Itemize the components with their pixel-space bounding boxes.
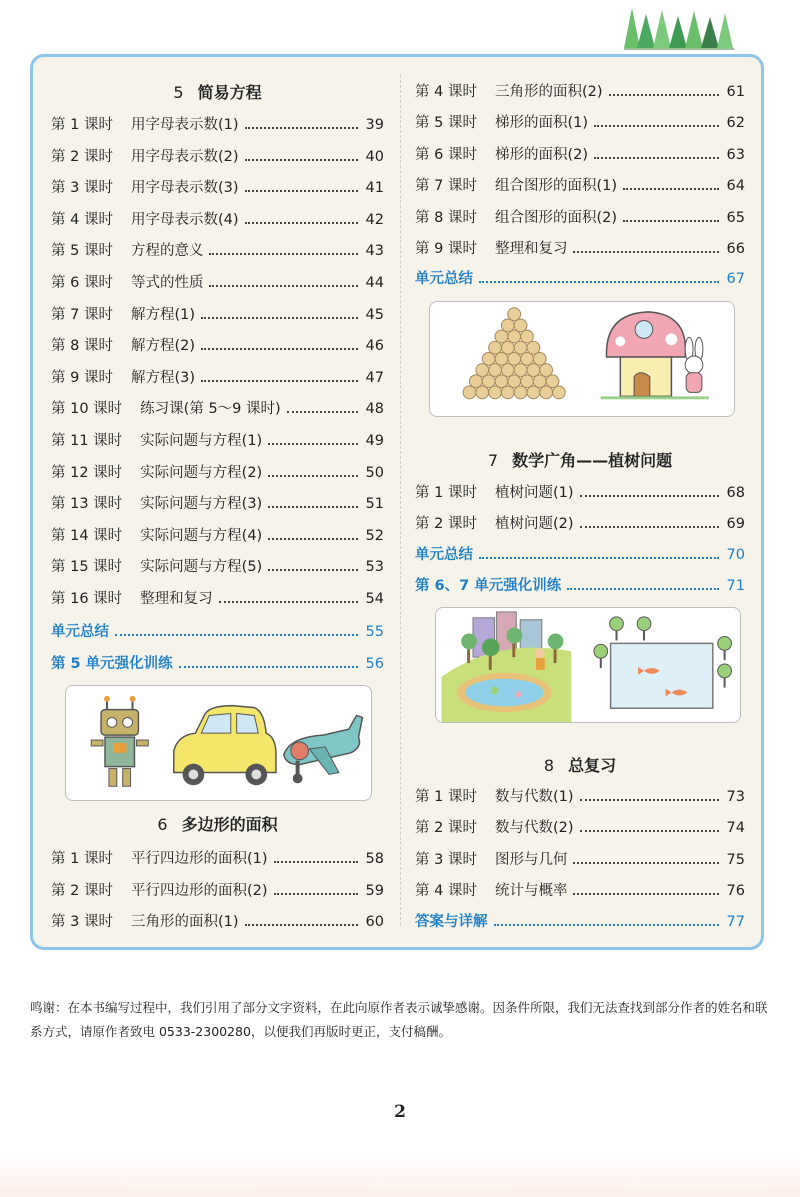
toc-training-unit6-7[interactable]: 第 6、7 单元强化训练 71 (415, 578, 745, 594)
lesson-title: 组合图形的面积(2) (494, 209, 617, 226)
leader-dots (245, 159, 359, 161)
leader-dots (623, 188, 719, 190)
illustration-logs-mushroom-house (429, 301, 735, 417)
section-5-title: 5 简易方程 (173, 83, 262, 102)
robot-car-plane-icon (66, 686, 371, 800)
page-ref: 74 (726, 820, 745, 837)
toc-row-s5-lesson-15[interactable] (51, 555, 384, 579)
leader-dots (580, 495, 720, 497)
lesson-number: 第 11 课时 (51, 433, 123, 449)
lesson-number: 第 5 课时 (51, 243, 113, 260)
page-ref: 76 (726, 883, 745, 900)
column-divider (400, 75, 401, 925)
toc-row-s6-lesson-7[interactable] (415, 174, 745, 198)
page-ref: 62 (726, 115, 745, 132)
acknowledgement-text: 鸣谢：在本书编写过程中，我们引用了部分文字资料，在此向原作者表示诚挚感谢。因条件所限，我们无法查找到部分作者的姓名和联系方式，请原作者致电 0533-2300280，以便我们再版时更正，支付稿酬。 (30, 1000, 768, 1039)
page-ref: 58 (365, 851, 384, 867)
toc-row-s7-lesson-2[interactable] (415, 512, 745, 536)
toc-row-s5-lesson-11[interactable] (51, 429, 384, 453)
toc-row-s5-lesson-9[interactable] (51, 366, 384, 390)
lesson-number: 第 3 课时 (51, 914, 113, 930)
page-ref: 65 (726, 209, 745, 226)
section-8-title: 8 总复习 (543, 756, 617, 775)
lesson-title: 实际问题与方程(2) (140, 464, 263, 481)
bottom-band (0, 1150, 800, 1197)
page-ref: 63 (726, 146, 745, 163)
leader-dots (287, 411, 358, 413)
page-ref: 53 (365, 559, 384, 576)
leader-dots (479, 281, 719, 283)
lesson-title: 梯形的面积(1) (494, 115, 588, 132)
toc-row-s5-lesson-14[interactable] (51, 524, 384, 548)
lesson-number: 第 2 课时 (51, 148, 113, 165)
leader-dots (179, 666, 358, 668)
toc-row-s6-lesson-6[interactable] (415, 143, 745, 167)
lesson-title: 三角形的面积(2) (494, 84, 603, 100)
lesson-title: 三角形的面积(1) (130, 914, 239, 930)
leader-dots (115, 634, 358, 636)
lesson-number: 第 8 课时 (415, 209, 477, 226)
lesson-title: 植树问题(2) (494, 516, 574, 532)
page-ref: 54 (365, 591, 384, 607)
toc-answers[interactable]: 答案与详解 77 (415, 914, 745, 930)
lesson-title: 整理和复习 (494, 241, 568, 257)
lesson-number: 第 1 课时 (415, 485, 477, 501)
illustration-robot-car-plane (65, 685, 372, 801)
page-ref: 66 (726, 241, 745, 257)
page-ref: 64 (726, 178, 745, 195)
lesson-number: 第 6 课时 (51, 275, 113, 291)
toc-row-s5-lesson-16[interactable] (51, 587, 384, 611)
park-trees-pond-icon (436, 608, 740, 722)
page-number: 2 (394, 1102, 406, 1122)
leader-dots (268, 506, 358, 508)
toc-row-s5-lesson-6[interactable] (51, 271, 384, 295)
page-ref: 39 (365, 117, 384, 133)
lesson-title: 植树问题(1) (494, 485, 574, 501)
leader-dots (573, 862, 719, 864)
lesson-title: 用字母表示数(2) (130, 148, 239, 165)
page-ref: 46 (365, 338, 384, 355)
page-ref: 42 (365, 211, 384, 228)
leader-dots (209, 253, 358, 255)
toc-row-s6-lesson-5[interactable] (415, 111, 745, 135)
lesson-number: 第 2 课时 (415, 820, 477, 837)
leader-dots (623, 220, 719, 222)
page-ref: 43 (365, 243, 384, 260)
lesson-title: 等式的性质 (130, 275, 204, 291)
leader-dots (479, 557, 719, 559)
leader-dots (245, 924, 359, 926)
page-ref: 51 (365, 496, 384, 513)
lesson-title: 方程的意义 (130, 243, 204, 260)
leader-dots (594, 157, 719, 159)
leader-dots (594, 125, 719, 127)
lesson-title: 整理和复习 (140, 591, 213, 607)
toc-row-s5-lesson-5[interactable] (51, 239, 384, 263)
lesson-number: 第 12 课时 (51, 464, 123, 481)
toc-row-s5-lesson-7[interactable] (51, 303, 384, 327)
page-ref: 50 (365, 464, 384, 481)
toc-summary-unit6[interactable]: 单元总结 67 (415, 271, 745, 287)
leader-dots (573, 251, 719, 253)
lesson-title: 实际问题与方程(1) (140, 433, 263, 449)
lesson-title: 用字母表示数(4) (130, 211, 239, 228)
toc-row-s6-lesson-4[interactable] (415, 80, 745, 104)
leader-dots (201, 317, 358, 319)
lesson-title: 用字母表示数(1) (130, 117, 239, 133)
lesson-number: 第 1 课时 (415, 789, 477, 805)
toc-row-s5-lesson-1[interactable] (51, 113, 384, 137)
page-ref: 61 (726, 84, 745, 100)
toc-row-s8-lesson-1[interactable] (415, 785, 745, 809)
toc-training-unit5[interactable]: 第 5 单元强化训练 56 (51, 656, 384, 672)
toc-row-s5-lesson-4[interactable] (51, 208, 384, 232)
toc-row-s6-lesson-3[interactable] (51, 910, 384, 934)
toc-summary-unit7[interactable]: 单元总结 70 (415, 547, 745, 563)
toc-row-s5-lesson-10[interactable] (51, 397, 384, 421)
page-ref: 59 (365, 882, 384, 899)
toc-row-s6-lesson-8[interactable] (415, 206, 745, 230)
lesson-title: 数与代数(2) (494, 820, 574, 837)
lesson-title: 实际问题与方程(4) (140, 527, 263, 544)
toc-row-s5-lesson-12[interactable] (51, 461, 384, 485)
page-ref: 44 (365, 275, 384, 291)
page-ref: 47 (365, 369, 384, 386)
toc-row-s6-lesson-9[interactable] (415, 237, 745, 261)
toc-row-s7-lesson-1[interactable] (415, 481, 745, 505)
leader-dots (201, 348, 358, 350)
toc-panel (30, 54, 764, 950)
page-ref: 73 (726, 789, 745, 805)
leader-dots (268, 475, 358, 477)
lesson-title: 练习课(第 5～9 课时) (140, 401, 281, 418)
lesson-title: 实际问题与方程(3) (140, 496, 263, 513)
leader-dots (268, 569, 358, 571)
lesson-number: 第 7 课时 (51, 306, 113, 323)
lesson-number: 第 4 课时 (51, 211, 113, 228)
lesson-number: 第 8 课时 (51, 338, 113, 355)
lesson-title: 用字母表示数(3) (130, 180, 239, 197)
leader-dots (274, 893, 359, 895)
page-ref: 52 (365, 527, 384, 544)
lesson-number: 第 1 课时 (51, 117, 113, 133)
lesson-number: 第 10 课时 (51, 401, 123, 418)
lesson-title: 平行四边形的面积(2) (130, 882, 268, 899)
lesson-title: 解方程(3) (130, 369, 195, 386)
toc-row-s8-lesson-4[interactable] (415, 879, 745, 903)
page-ref: 68 (726, 485, 745, 501)
page-ref: 48 (365, 401, 384, 418)
leader-dots (494, 924, 720, 926)
toc-row-s5-lesson-2[interactable] (51, 145, 384, 169)
page-ref: 60 (365, 914, 384, 930)
lesson-number: 第 9 课时 (415, 241, 477, 257)
leader-dots (219, 601, 358, 603)
lesson-number: 第 13 课时 (51, 496, 123, 513)
lesson-number: 第 3 课时 (415, 851, 477, 868)
page-ref: 41 (365, 180, 384, 197)
lesson-number: 第 5 课时 (415, 115, 477, 132)
lesson-number: 第 6 课时 (415, 146, 477, 163)
lesson-number: 第 14 课时 (51, 527, 123, 544)
lesson-number: 第 9 课时 (51, 369, 113, 386)
leader-dots (268, 443, 358, 445)
lesson-title: 实际问题与方程(5) (140, 559, 263, 576)
toc-row-s8-lesson-2[interactable] (415, 816, 745, 840)
lesson-title: 数与代数(1) (494, 789, 574, 805)
lesson-number: 第 3 课时 (51, 180, 113, 197)
toc-row-s5-lesson-13[interactable] (51, 492, 384, 516)
lesson-title: 解方程(2) (130, 338, 195, 355)
leader-dots (580, 526, 720, 528)
lesson-title: 组合图形的面积(1) (494, 178, 617, 195)
lesson-number: 第 16 课时 (51, 591, 123, 607)
page-ref: 40 (365, 148, 384, 165)
leader-dots (209, 285, 358, 287)
leader-dots (567, 588, 719, 590)
toc-row-s5-lesson-3[interactable] (51, 176, 384, 200)
leader-dots (245, 190, 359, 192)
lesson-title: 解方程(1) (130, 306, 195, 323)
lesson-number: 第 1 课时 (51, 851, 113, 867)
lesson-title: 统计与概率 (494, 883, 568, 900)
leader-dots (609, 94, 720, 96)
lesson-title: 图形与几何 (494, 851, 568, 868)
toc-summary-unit5[interactable]: 单元总结 55 (51, 624, 384, 640)
leader-dots (245, 222, 359, 224)
lesson-title: 平行四边形的面积(1) (130, 851, 268, 867)
section-6-title: 6 多边形的面积 (157, 815, 278, 834)
leader-dots (201, 380, 358, 382)
leader-dots (268, 538, 358, 540)
page-ref: 69 (726, 516, 745, 532)
lesson-number: 第 4 课时 (415, 883, 477, 900)
logs-mushroom-house-icon (430, 302, 734, 416)
page-ref: 45 (365, 306, 384, 323)
lesson-title: 梯形的面积(2) (494, 146, 588, 163)
toc-row-s6-lesson-1[interactable] (51, 847, 384, 871)
page-ref: 49 (365, 433, 384, 449)
lesson-number: 第 7 课时 (415, 178, 477, 195)
lesson-number: 第 2 课时 (415, 516, 477, 532)
tree-decoration-icon (624, 8, 734, 52)
leader-dots (580, 830, 720, 832)
leader-dots (274, 861, 359, 863)
toc-row-s6-lesson-2[interactable] (51, 879, 384, 903)
illustration-park-trees (435, 607, 741, 723)
page-ref: 75 (726, 851, 745, 868)
toc-row-s5-lesson-8[interactable] (51, 334, 384, 358)
lesson-number: 第 15 课时 (51, 559, 123, 576)
leader-dots (580, 799, 720, 801)
lesson-number: 第 4 课时 (415, 84, 477, 100)
lesson-number: 第 2 课时 (51, 882, 113, 899)
toc-row-s8-lesson-3[interactable] (415, 848, 745, 872)
leader-dots (245, 127, 359, 129)
leader-dots (573, 893, 719, 895)
section-7-title: 7 数学广角——植树问题 (487, 451, 673, 470)
